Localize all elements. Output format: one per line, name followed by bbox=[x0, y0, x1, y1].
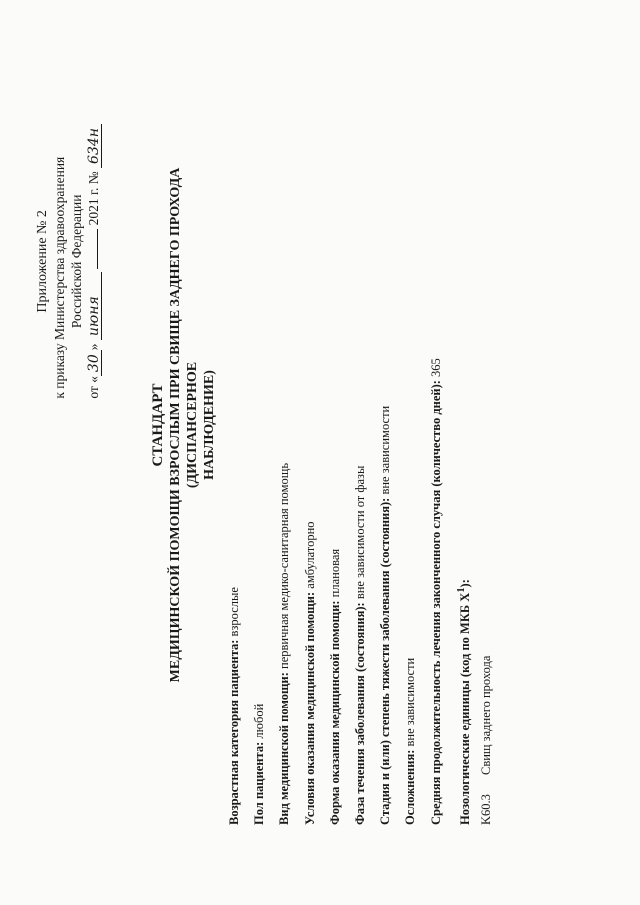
field-disease-phase: Фаза течения заболевания (состояния): вне зависимости от фазы bbox=[352, 465, 367, 825]
date-blank-line bbox=[85, 229, 98, 269]
field-care-type: Вид медицинской помощи: первичная медико-санитарная помощь bbox=[277, 462, 292, 825]
appendix-order-ref: к приказу Министерства здравоохранения bbox=[52, 156, 67, 399]
date-year: 2021 г. № bbox=[86, 171, 101, 226]
appendix-date-line bbox=[85, 124, 102, 399]
date-quote: » bbox=[86, 343, 101, 351]
field-care-conditions: Условия оказания медицинской помощи: амбулаторно bbox=[302, 521, 317, 825]
date-prefix: от « bbox=[86, 376, 101, 399]
footnote-mark: 1 bbox=[455, 587, 467, 593]
field-patient-sex: Пол пациента: любой bbox=[252, 703, 267, 825]
document-body bbox=[222, 185, 499, 825]
handwritten-order-number: 634н bbox=[87, 124, 102, 168]
appendix-number: Приложение № 2 bbox=[35, 210, 50, 313]
diagnosis-name: Свищ заднего прохода bbox=[478, 655, 493, 775]
field-treatment-duration: Средняя продолжительность лечения законченного случая (количество дней): 365 bbox=[428, 358, 443, 825]
icd-code: K60.3 bbox=[478, 794, 493, 825]
field-age-category: Возрастная категория пациента: взрослые bbox=[227, 587, 241, 825]
field-disease-stage: Стадия и (или) степень тяжести заболевания (состояния): вне зависимости bbox=[378, 405, 393, 825]
nosology-row bbox=[474, 185, 499, 825]
handwritten-month: июня bbox=[87, 272, 102, 340]
document-heading bbox=[150, 115, 218, 735]
document-title: СТАНДАРТ bbox=[150, 383, 166, 467]
appendix-federation: Российской Федерации bbox=[69, 194, 84, 329]
heading-line-2: НАБЛЮДЕНИЕ) bbox=[202, 370, 217, 480]
field-care-form: Форма оказания медицинской помощи: плановая bbox=[327, 548, 342, 825]
appendix-block bbox=[34, 124, 102, 399]
heading-line-1: МЕДИЦИНСКОЙ ПОМОЩИ ВЗРОСЛЫМ ПРИ СВИЩЕ ЗАДНЕГО ПРОХОДА (ДИСПАНСЕРНОЕ bbox=[168, 167, 200, 683]
handwritten-day: 30 bbox=[87, 350, 102, 376]
field-complications: Осложнения: вне зависимости bbox=[403, 657, 418, 825]
nosology-heading: Нозологические единицы (код по МКБ $X^1$): bbox=[455, 579, 472, 825]
